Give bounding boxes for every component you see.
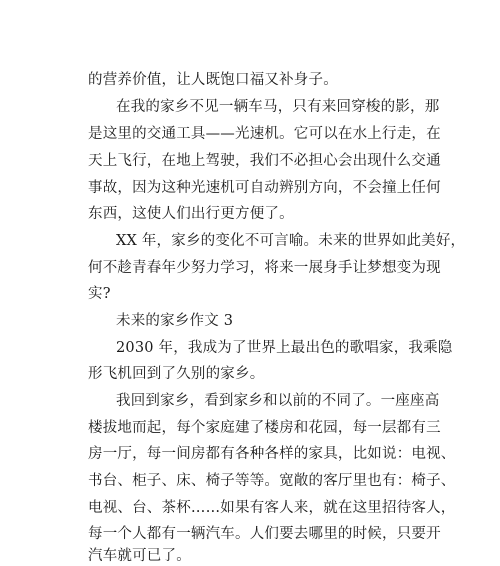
text-line-1: 的营养价值，让人既饱口福又补身子。 bbox=[88, 72, 338, 88]
text-line-15: 房一厅，每一间房都有各种各样的家具，比如说：电视、 bbox=[88, 446, 456, 462]
text-line-6: 东西，这使人们出行更方便了。 bbox=[88, 206, 294, 222]
text-line-17: 电视、台、茶杯……如果有客人来，就在这里招待客人， bbox=[88, 500, 456, 516]
text-line-16: 书台、柜子、床、椅子等等。宽敞的客厅里也有：椅子、 bbox=[88, 473, 456, 489]
text-line-4: 天上飞行，在地上驾驶，我们不必担心会出现什么交通 bbox=[88, 153, 441, 169]
text-line-19: 汽车就可已了。 bbox=[88, 548, 191, 564]
text-line-5: 事故，因为这种光速机可自动辨别方向，不会撞上任何 bbox=[88, 180, 441, 196]
text-line-9: 实? bbox=[88, 286, 111, 302]
section-heading: 未来的家乡作文 3 bbox=[116, 313, 234, 329]
text-line-12: 形飞机回到了久别的家乡。 bbox=[88, 366, 265, 382]
text-line-2: 在我的家乡不见一辆车马，只有来回穿梭的影，那 bbox=[116, 99, 440, 115]
text-line-3: 是这里的交通工具——光速机。它可以在水上行走，在 bbox=[88, 126, 441, 142]
text-line-11: 2030 年，我成为了世界上最出色的歌唱家，我乘隐 bbox=[116, 340, 453, 356]
text-line-7: XX 年，家乡的变化不可言喻。未来的世界如此美好， bbox=[116, 233, 466, 249]
text-line-18: 每一个人都有一辆汽车。人们要去哪里的时候，只要开 bbox=[88, 526, 441, 542]
text-line-13: 我回到家乡，看到家乡和以前的不同了。一座座高 bbox=[116, 393, 440, 409]
text-line-14: 楼拔地而起，每个家庭建了楼房和花园，每一层都有三 bbox=[88, 420, 441, 436]
text-line-8: 何不趁青春年少努力学习，将来一展身手让梦想变为现 bbox=[88, 260, 441, 276]
